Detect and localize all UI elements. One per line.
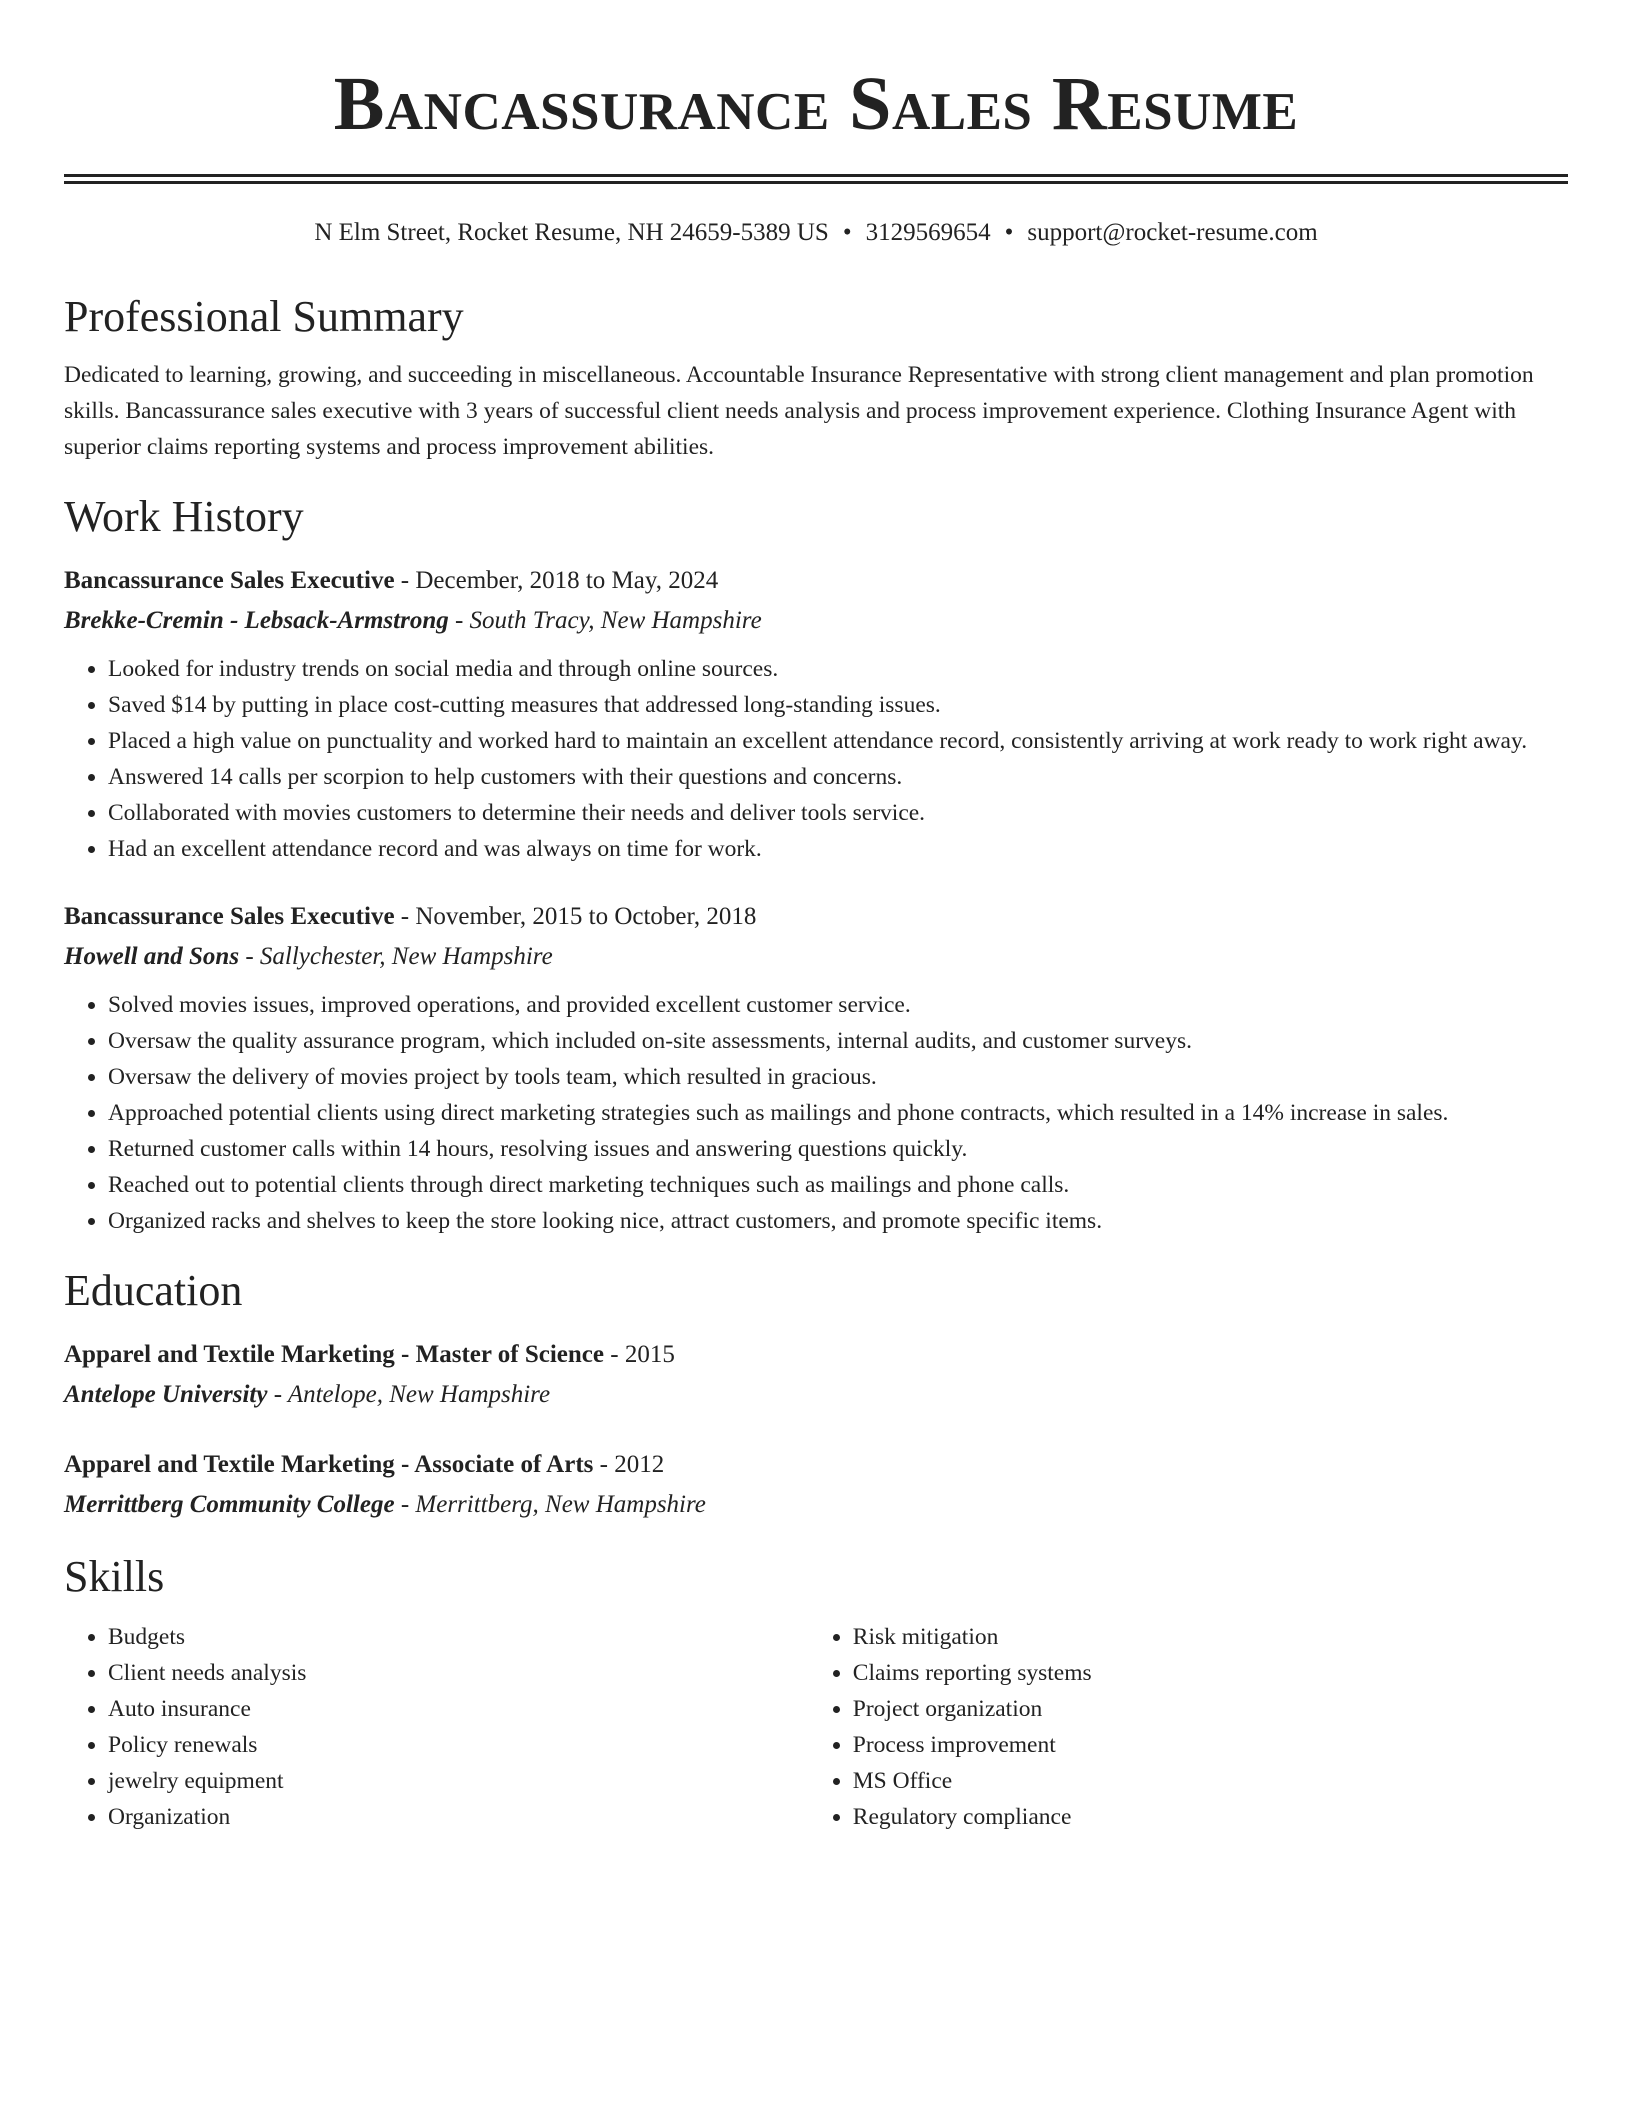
title-divider [64,174,1568,184]
list-item: • Reached out to potential clients through direct marketing techniques such as mailings and phone calls. [108,1167,1568,1203]
job-bullets [64,987,1568,1239]
contact-line [64,217,1568,249]
education-header [64,1445,1568,1485]
skill-item: • Policy renewals [108,1727,767,1763]
skills-column-right [767,1619,1568,1835]
education-entry [64,1335,1568,1415]
skill-item: • MS Office [853,1763,1568,1799]
skill-item: • Organization [108,1799,767,1835]
summary-text: Dedicated to learning, growing, and succeeding in miscellaneous. Accountable Insurance Representative with strong client management and plan promotion skills. Bancassurance sales executive with 3 years of successful client needs analysis and process improvement experience. Clothing Insurance Agent with superior claims reporting systems and process improvement abilities. [64,362,1534,460]
list-item: • Answered 14 calls per scorpion to help customers with their questions and concerns. [108,759,1568,795]
list-item: • Had an excellent attendance record and was always on time for work. [108,831,1568,867]
education-location: - Merrittberg, New Hampshire [394,1491,706,1518]
list-item: • Saved $14 by putting in place cost-cutting measures that addressed long-standing issues. [108,687,1568,723]
skill-item: • Risk mitigation [853,1619,1568,1655]
list-item: • Collaborated with movies customers to determine their needs and deliver tools service. [108,795,1568,831]
skill-item: • Auto insurance [108,1691,767,1727]
job-employer [64,937,1568,977]
section-heading-skills: Skills [64,1552,165,1601]
education-school: Antelope University [64,1381,268,1408]
contact-address: N Elm Street, Rocket Resume, NH 24659-5389 US [314,219,829,246]
skills-list [64,1619,1568,1835]
job-location: - Sallychester, New Hampshire [239,943,553,970]
job-title: Bancassurance Sales Executive [64,903,395,930]
job-dates: - November, 2015 to October, 2018 [394,903,757,930]
skill-item: • Budgets [108,1619,767,1655]
job-bullets [64,651,1568,867]
resume-title: Bancassurance Sales Resume [333,62,1299,146]
job-entry [64,897,1568,1239]
list-item: • Organized racks and shelves to keep the store looking nice, attract customers, and promote specific items. [108,1203,1568,1239]
list-item: • Returned customer calls within 14 hours, resolving issues and answering questions quickly. [108,1131,1568,1167]
job-header [64,561,1568,601]
education-header [64,1335,1568,1375]
job-location: - South Tracy, New Hampshire [448,607,762,634]
skill-item: • jewelry equipment [108,1763,767,1799]
contact-separator: • [1004,219,1014,246]
contact-phone: 3129569654 [865,219,991,246]
education-entry [64,1445,1568,1525]
job-entry [64,561,1568,867]
list-item: • Approached potential clients using direct marketing strategies such as mailings and phone contracts, which resulted in a 14% increase in sales. [108,1095,1568,1131]
resume-page [64,0,1568,1835]
job-header [64,897,1568,937]
list-item: • Solved movies issues, improved operations, and provided excellent customer service. [108,987,1568,1023]
education-institution [64,1485,1568,1525]
section-heading-summary: Professional Summary [64,292,464,341]
skills-column-left [64,1619,767,1835]
list-item: • Oversaw the delivery of movies project by tools team, which resulted in gracious. [108,1059,1568,1095]
job-employer [64,601,1568,641]
list-item: • Oversaw the quality assurance program, which included on-site assessments, internal audits, and customer surveys. [108,1023,1568,1059]
education-location: - Antelope, New Hampshire [267,1381,551,1408]
skill-item: • Claims reporting systems [853,1655,1568,1691]
education-school: Merrittberg Community College [64,1491,395,1518]
contact-email: support@rocket-resume.com [1027,219,1318,246]
education-year: - 2012 [593,1451,665,1478]
list-item: • Looked for industry trends on social media and through online sources. [108,651,1568,687]
contact-separator: • [842,219,852,246]
job-company: Brekke-Cremin - Lebsack-Armstrong [64,607,449,634]
skill-item: • Client needs analysis [108,1655,767,1691]
education-year: - 2015 [604,1341,675,1368]
skill-item: • Project organization [853,1691,1568,1727]
education-institution [64,1375,1568,1415]
skill-item: • Regulatory compliance [853,1799,1568,1835]
job-company: Howell and Sons [64,943,240,970]
section-heading-work-history: Work History [64,492,304,541]
list-item: • Placed a high value on punctuality and worked hard to maintain an excellent attendance record, consistently arriving at work ready to work right away. [108,723,1568,759]
section-heading-education: Education [64,1266,243,1315]
education-degree: Apparel and Textile Marketing - Associate of Arts [64,1451,594,1478]
job-dates: - December, 2018 to May, 2024 [394,567,719,594]
skill-item: • Process improvement [853,1727,1568,1763]
job-title: Bancassurance Sales Executive [64,567,395,594]
education-degree: Apparel and Textile Marketing - Master of Science [64,1341,604,1368]
